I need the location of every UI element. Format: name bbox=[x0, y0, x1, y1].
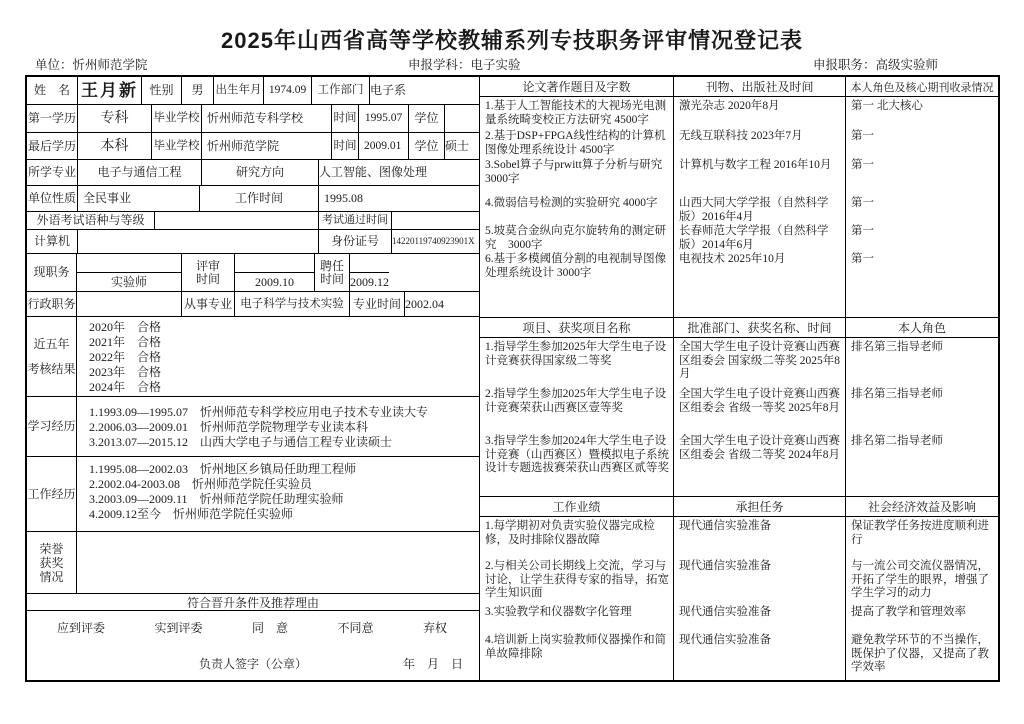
education-history-label: 学习经历 bbox=[27, 397, 77, 456]
assessment-label bbox=[27, 317, 77, 396]
award-name: 3.指导学生参加2024年大学生电子设计竞赛（山西赛区）暨模拟电子系统设计专题选拔赛荣获山西赛区贰等奖 bbox=[480, 432, 674, 496]
review-time-cell bbox=[235, 254, 315, 291]
paper-title: 5.坡莫合金纵向克尔旋转角的测定研究 3000字 bbox=[480, 222, 674, 250]
subject-field bbox=[408, 55, 521, 73]
paper-role: 第一 bbox=[851, 159, 874, 171]
exam-pass-label: 考试通过时间 bbox=[319, 212, 392, 229]
foreign-exam-label: 外语考试语种与等级 bbox=[27, 212, 155, 229]
first-school-value: 忻州师范专科学校 bbox=[202, 105, 332, 132]
education-history-content bbox=[77, 397, 479, 456]
work-history-line: 2.2002.04-2003.08 忻州师范学院任实验员 bbox=[89, 477, 312, 491]
hire-time-label bbox=[315, 254, 350, 291]
paper-journal: 电视技术 2025年10月 bbox=[674, 250, 846, 317]
row-work-history bbox=[27, 457, 479, 532]
row-committee-signature bbox=[27, 611, 479, 680]
row-honors bbox=[27, 532, 479, 594]
performance-item bbox=[480, 603, 998, 631]
awards-header-row bbox=[480, 318, 998, 338]
paper-journal: 长春师范大学学报（自然科学版）2014年6月 bbox=[674, 222, 846, 250]
awards-body bbox=[480, 338, 998, 496]
performance-item bbox=[480, 517, 998, 557]
dept-value: 电子系 bbox=[370, 83, 407, 97]
review-time-top bbox=[235, 254, 314, 272]
computer-label: 计算机 bbox=[27, 230, 78, 253]
performance-task: 现代通信实验准备 bbox=[674, 631, 846, 680]
current-post-top bbox=[77, 254, 181, 272]
paper-title: 6.基于多模阈值分割的电视制导图像处理系统设计 3000字 bbox=[480, 250, 674, 317]
performance-task: 现代通信实验准备 bbox=[674, 517, 846, 557]
birth-label: 出生年月 bbox=[214, 77, 264, 104]
research-label: 研究方向 bbox=[202, 160, 319, 185]
assessment-line: 2022年 合格 bbox=[89, 350, 162, 364]
paper-item bbox=[480, 194, 998, 222]
award-item bbox=[480, 385, 998, 432]
grad-school-label-1: 毕业学校 bbox=[152, 105, 202, 132]
awards-header-role: 本人角色 bbox=[897, 321, 946, 335]
name-value: 王月新 bbox=[78, 77, 142, 104]
performance-section bbox=[480, 497, 998, 680]
performance-header-task: 承担任务 bbox=[674, 497, 846, 516]
first-edu-label: 第一学历 bbox=[27, 105, 78, 132]
assessment-label-gap bbox=[27, 351, 75, 363]
row-promotion-header bbox=[27, 594, 479, 611]
honors-label-line1: 荣誉 bbox=[39, 541, 64, 556]
papers-header-title: 论文著作题目及字数 bbox=[480, 77, 674, 96]
time-label-2: 时间 bbox=[332, 133, 359, 159]
performance-item bbox=[480, 557, 998, 603]
award-role: 排名第三指导老师 bbox=[851, 388, 943, 400]
performance-header-work: 工作业绩 bbox=[480, 497, 674, 516]
performance-work: 3.实验教学和仪器数字化管理 bbox=[480, 603, 674, 631]
profession-time-value: 2002.04 bbox=[405, 296, 444, 311]
papers-header-journal: 刊物、出版社及时间 bbox=[674, 77, 846, 96]
award-dept: 全国大学生电子设计竞赛山西赛区组委会 省级一等奖 2025年8月 bbox=[674, 385, 846, 432]
award-name: 1.指导学生参加2025年大学生电子设计竞赛获得国家级二等奖 bbox=[480, 338, 674, 385]
review-time-value: 2009.10 bbox=[235, 272, 314, 291]
award-dept: 全国大学生电子设计竞赛山西赛区组委会 省级二等奖 2024年8月 bbox=[674, 432, 846, 496]
award-dept: 全国大学生电子设计竞赛山西赛区组委会 国家级二等奖 2025年8月 bbox=[674, 338, 846, 385]
paper-item bbox=[480, 97, 998, 127]
papers-header-row bbox=[480, 77, 998, 97]
awards-header-dept: 批准部门、获奖名称、时间 bbox=[674, 318, 846, 337]
hire-time-top bbox=[350, 254, 389, 272]
education-history-line: 1.1993.09—1995.07 忻州师范专科学校应用电子技术专业读大专 bbox=[89, 405, 429, 419]
row-admin-post bbox=[27, 292, 479, 317]
committee-abstain-label: 弃权 bbox=[422, 621, 447, 635]
unit-type-label: 单位性质 bbox=[27, 186, 78, 211]
work-history-line: 1.1995.08—2002.03 忻州地区乡镇局任助理工程师 bbox=[89, 462, 357, 476]
review-time-label bbox=[182, 254, 235, 291]
committee-agree-label: 同 意 bbox=[251, 621, 288, 635]
row-assessment bbox=[27, 317, 479, 397]
committee-actual-label: 实到评委 bbox=[154, 621, 203, 635]
name-label: 姓 名 bbox=[27, 77, 78, 104]
award-role: 排名第三指导老师 bbox=[851, 341, 943, 353]
current-post-cell bbox=[77, 254, 182, 291]
awards-header-name: 项目、获奖项目名称 bbox=[480, 318, 674, 337]
paper-item bbox=[480, 127, 998, 156]
research-value: 人工智能、图像处理 bbox=[319, 165, 428, 179]
paper-title: 3.Sobel算子与prwitt算子分析与研究 3000字 bbox=[480, 156, 674, 194]
position-field bbox=[813, 55, 938, 73]
position-label: 申报职务： bbox=[813, 58, 876, 72]
first-edu-value: 专科 bbox=[78, 105, 152, 132]
paper-journal: 无线互联科技 2023年7月 bbox=[674, 127, 846, 156]
page-title: 2025年山西省高等学校教辅系列专技职务评审情况登记表 bbox=[221, 28, 803, 53]
subject-value: 电子实验 bbox=[470, 58, 521, 72]
last-edu-label: 最后学历 bbox=[27, 133, 78, 159]
assessment-label-line2: 考核结果 bbox=[27, 361, 76, 376]
hire-time-value: 2009.12 bbox=[350, 272, 389, 291]
paper-role: 第一 北大核心 bbox=[851, 100, 923, 112]
paper-title: 1.基于人工智能技术的大视场光电测量系统畸变校正方法研究 4500字 bbox=[480, 97, 674, 127]
last-school-value: 忻州师范学院 bbox=[202, 133, 332, 159]
hire-time-label-line1: 聘任 bbox=[319, 258, 344, 273]
paper-title: 2.基于DSP+FPGA线性结构的计算机图像处理系统设计 4500字 bbox=[480, 127, 674, 156]
award-role: 排名第二指导老师 bbox=[851, 435, 943, 447]
assessment-label-line1: 近五年 bbox=[33, 336, 70, 351]
performance-task: 现代通信实验准备 bbox=[674, 603, 846, 631]
unit-value: 忻州师范学院 bbox=[72, 58, 148, 72]
signature-label: 负责人签字（公章） bbox=[199, 657, 308, 671]
paper-journal: 激光杂志 2020年8月 bbox=[674, 97, 846, 127]
position-value: 高级实验师 bbox=[875, 58, 939, 72]
gender-label: 性别 bbox=[142, 77, 182, 104]
admin-post-value bbox=[77, 292, 182, 316]
row-major bbox=[27, 160, 479, 186]
id-number-value: 14220119740923901X bbox=[392, 236, 475, 246]
registration-form-table bbox=[25, 75, 1000, 682]
performance-effect: 避免教学环节的不当操作，既保护了仪器，又提高了教学效率 bbox=[851, 634, 989, 673]
row-last-education bbox=[27, 133, 479, 160]
assessment-line: 2023年 合格 bbox=[89, 365, 162, 379]
promotion-header: 符合晋升条件及推荐理由 bbox=[186, 595, 319, 610]
performance-task: 现代通信实验准备 bbox=[674, 557, 846, 603]
unit-label: 单位： bbox=[35, 58, 73, 72]
degree-label-2: 学位 bbox=[409, 133, 445, 159]
paper-item bbox=[480, 156, 998, 194]
major-label: 所学专业 bbox=[27, 160, 78, 185]
last-edu-value: 本科 bbox=[78, 133, 152, 159]
performance-work: 1.每学期初对负责实验仪器完成检修，及时排除仪器故障 bbox=[480, 517, 674, 557]
assessment-line: 2024年 合格 bbox=[89, 380, 162, 394]
assessment-line: 2021年 合格 bbox=[89, 335, 162, 349]
awards-section bbox=[480, 318, 998, 497]
computer-value bbox=[78, 230, 319, 253]
work-time-value: 1995.08 bbox=[324, 191, 363, 205]
subject-label: 申报学科： bbox=[408, 58, 471, 72]
work-time-label: 工作时间 bbox=[200, 186, 319, 211]
profession-label: 从事专业 bbox=[182, 292, 235, 316]
performance-header-row bbox=[480, 497, 998, 517]
assessment-content bbox=[77, 317, 479, 396]
performance-work: 2.与相关公司长期线上交流，学习与讨论，让学生获得专家的指导，拓宽学生知识面 bbox=[480, 557, 674, 603]
honors-label-line2: 获奖 bbox=[39, 555, 64, 570]
id-label: 身份证号 bbox=[319, 230, 392, 253]
degree-label-1: 学位 bbox=[409, 105, 445, 132]
row-current-post bbox=[27, 254, 479, 292]
paper-title: 4.微弱信号检测的实验研究 4000字 bbox=[480, 194, 674, 222]
foreign-exam-value bbox=[155, 212, 319, 229]
paper-role: 第一 bbox=[851, 130, 874, 142]
current-post-value: 实验师 bbox=[77, 272, 181, 291]
work-history-content bbox=[77, 457, 479, 531]
performance-effect: 保证教学任务按进度顺利进行 bbox=[851, 520, 989, 546]
unit-type-value: 全民事业 bbox=[78, 186, 200, 211]
birth-value: 1974.09 bbox=[264, 77, 312, 104]
performance-body bbox=[480, 517, 998, 680]
honors-label-line3: 情况 bbox=[39, 569, 64, 584]
meta-row bbox=[0, 55, 1024, 71]
admin-post-label: 行政职务 bbox=[27, 292, 77, 316]
work-history-line: 4.2009.12至今 忻州师范学院任实验师 bbox=[89, 507, 294, 521]
education-history-line: 2.2006.03—2009.01 忻州师范学院物理学专业读本科 bbox=[89, 420, 369, 434]
signature-line bbox=[27, 655, 479, 680]
committee-expected-label: 应到评委 bbox=[57, 621, 106, 635]
work-history-label: 工作经历 bbox=[27, 457, 77, 531]
paper-role: 第一 bbox=[851, 197, 874, 209]
date-label: 年 月 日 bbox=[402, 657, 463, 671]
honors-content bbox=[77, 532, 479, 593]
committee-disagree-label: 不同意 bbox=[337, 621, 374, 635]
row-name bbox=[27, 77, 479, 105]
award-item bbox=[480, 338, 998, 385]
grad-school-label-2: 毕业学校 bbox=[152, 133, 202, 159]
first-time-value: 1995.07 bbox=[359, 105, 409, 132]
paper-journal: 计算机与数字工程 2016年10月 bbox=[674, 156, 846, 194]
row-unit-type bbox=[27, 186, 479, 212]
row-first-education bbox=[27, 105, 479, 133]
committee-signature-cell bbox=[27, 611, 479, 680]
papers-section bbox=[480, 77, 998, 318]
performance-effect: 提高了教学和管理效率 bbox=[851, 606, 966, 618]
award-item bbox=[480, 432, 998, 496]
papers-body bbox=[480, 97, 998, 317]
paper-item bbox=[480, 250, 998, 317]
paper-role: 第一 bbox=[851, 253, 874, 265]
assessment-line: 2020年 合格 bbox=[89, 320, 162, 334]
performance-item bbox=[480, 631, 998, 680]
row-computer-id bbox=[27, 230, 479, 254]
papers-header-role: 本人角色及核心期刊收录情况 bbox=[850, 81, 994, 94]
dept-label: 工作部门 bbox=[312, 77, 370, 104]
honors-label bbox=[27, 532, 77, 593]
committee-line bbox=[27, 611, 479, 636]
performance-work: 4.培训新上岗实验教师仪器操作和简单故障排除 bbox=[480, 631, 674, 680]
hire-time-label-line2: 时间 bbox=[319, 271, 344, 286]
time-label-1: 时间 bbox=[332, 105, 359, 132]
last-degree-value: 硕士 bbox=[445, 138, 470, 153]
profession-time-label: 专业时间 bbox=[350, 292, 405, 316]
review-time-label-line1: 评审 bbox=[195, 258, 220, 273]
award-name: 2.指导学生参加2025年大学生电子设计竞赛荣获山西赛区壹等奖 bbox=[480, 385, 674, 432]
left-panel bbox=[27, 77, 480, 680]
education-history-line: 3.2013.07—2015.12 山西大学电子与通信工程专业读硕士 bbox=[89, 435, 393, 449]
unit-field bbox=[35, 55, 148, 73]
gender-value: 男 bbox=[182, 77, 214, 104]
review-time-label-line2: 时间 bbox=[195, 271, 220, 286]
paper-item bbox=[480, 222, 998, 250]
performance-effect: 与一流公司交流仪器情况，开拓了学生的眼界，增强了学生学习的动力 bbox=[851, 560, 989, 599]
profession-value: 电子科学与技术实验 bbox=[235, 292, 350, 316]
paper-role: 第一 bbox=[851, 225, 874, 237]
major-value: 电子与通信工程 bbox=[78, 160, 202, 185]
current-post-label: 现职务 bbox=[27, 254, 77, 291]
paper-journal: 山西大同大学学报（自然科学版）2016年4月 bbox=[674, 194, 846, 222]
last-time-value: 2009.01 bbox=[359, 133, 409, 159]
row-education-history bbox=[27, 397, 479, 457]
work-history-line: 3.2003.09—2009.11 忻州师范学院任助理实验师 bbox=[89, 492, 344, 506]
row-foreign-exam bbox=[27, 212, 479, 230]
performance-header-effect: 社会经济效益及影响 bbox=[867, 500, 976, 514]
hire-time-cell bbox=[350, 254, 389, 291]
right-panel bbox=[480, 77, 998, 680]
